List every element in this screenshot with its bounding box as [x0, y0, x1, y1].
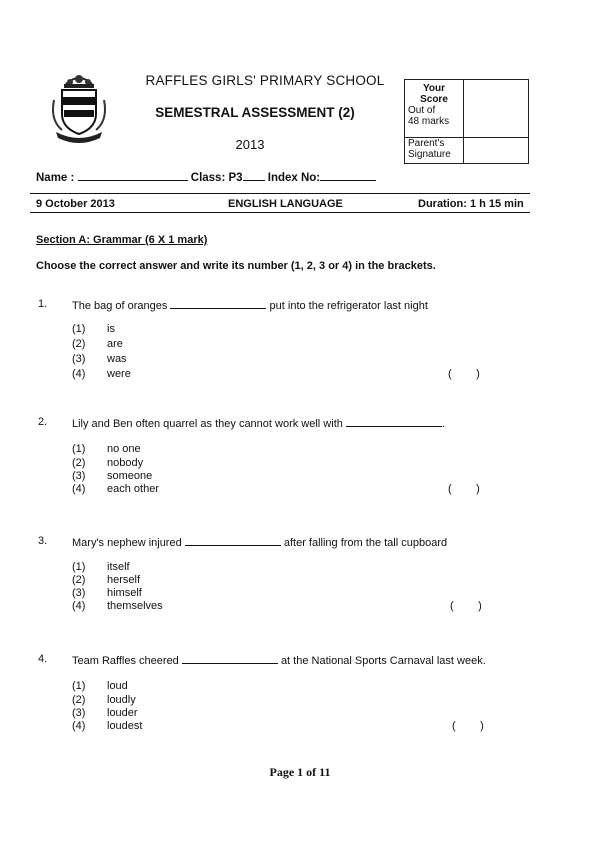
option-label: louder — [107, 707, 138, 719]
option-number: (3) — [72, 470, 86, 482]
option-label: loudest — [107, 720, 143, 732]
option-label: herself — [107, 574, 141, 586]
question-number: 1. — [38, 298, 48, 310]
option-label: was — [107, 353, 127, 365]
exam-date: 9 October 2013 — [36, 198, 115, 210]
answer-bracket[interactable]: ( ) — [452, 720, 484, 732]
option-number: (1) — [72, 680, 86, 692]
answer-blank — [182, 653, 278, 664]
score-marks-label: 48 marks — [408, 116, 450, 127]
option-number: (1) — [72, 323, 86, 335]
answer-bracket[interactable]: ( ) — [448, 483, 480, 495]
question-number: 2. — [38, 416, 48, 428]
question-text-post: . — [441, 418, 445, 430]
index-field[interactable] — [320, 170, 376, 181]
answer-blank — [346, 416, 442, 427]
option-number: (4) — [72, 368, 86, 380]
option-label: loud — [107, 680, 128, 692]
question-text — [72, 298, 428, 312]
option-number: (1) — [72, 561, 86, 573]
question-text-pre: Mary's nephew injured — [72, 537, 182, 549]
index-label: Index No: — [267, 172, 321, 184]
question-text — [72, 653, 486, 667]
school-name: RAFFLES GIRLS' PRIMARY SCHOOL — [145, 73, 385, 88]
option-number: (2) — [72, 694, 86, 706]
option-label: no one — [107, 443, 141, 455]
option-number: (3) — [72, 587, 86, 599]
option-number: (2) — [72, 338, 86, 350]
name-field[interactable] — [78, 170, 188, 181]
divider-top — [30, 193, 530, 194]
answer-blank — [170, 298, 266, 309]
school-crest-logo — [48, 70, 110, 146]
assessment-title: SEMESTRAL ASSESSMENT (2) — [155, 105, 355, 120]
exam-duration: Duration: 1 h 15 min — [418, 198, 524, 210]
option-number: (2) — [72, 574, 86, 586]
option-label: nobody — [107, 457, 144, 469]
answer-bracket[interactable]: ( ) — [448, 368, 480, 380]
question-text-pre: Team Raffles cheered — [72, 655, 179, 667]
question-number: 4. — [38, 653, 48, 665]
parent-signature-label: Parent's Signature — [405, 138, 464, 164]
parent-signature-cell[interactable] — [464, 138, 529, 164]
option-number: (4) — [72, 483, 86, 495]
score-box — [404, 79, 529, 164]
option-label: someone — [107, 470, 153, 482]
page-number: Page 1 of 11 — [269, 765, 331, 779]
section-title: Section A: Grammar (6 X 1 mark) — [36, 234, 208, 246]
answer-blank — [185, 535, 281, 546]
option-number: (3) — [72, 707, 86, 719]
option-number: (4) — [72, 720, 86, 732]
question-text — [72, 416, 445, 430]
option-number: (1) — [72, 443, 86, 455]
question-text-post: put into the refrigerator last night — [269, 300, 428, 312]
assessment-year: 2013 — [235, 137, 265, 152]
option-number: (4) — [72, 600, 86, 612]
option-number: (2) — [72, 457, 86, 469]
option-label: loudly — [107, 694, 136, 706]
name-label: Name : — [36, 172, 75, 184]
class-field[interactable] — [243, 170, 265, 181]
option-label: were — [107, 368, 131, 380]
question-text — [72, 535, 447, 549]
score-value-cell[interactable] — [464, 80, 529, 138]
option-label: are — [107, 338, 123, 350]
score-your-label: Your — [422, 83, 446, 94]
question-text-post: at the National Sports Carnaval last week. — [280, 655, 486, 667]
class-label: Class: P3 — [190, 172, 243, 184]
student-info-line — [36, 170, 376, 184]
option-label: itself — [107, 561, 130, 573]
question-text-post: after falling from the tall cupboard — [283, 537, 448, 549]
option-label: themselves — [107, 600, 163, 612]
answer-bracket[interactable]: ( ) — [450, 600, 482, 612]
score-score-label: Score — [420, 94, 448, 105]
question-text-pre: Lily and Ben often quarrel as they cannot work well with — [72, 418, 343, 430]
question-number: 3. — [38, 535, 48, 547]
option-number: (3) — [72, 353, 86, 365]
option-label: each other — [107, 483, 159, 495]
option-label: himself — [107, 587, 142, 599]
section-instruction: Choose the correct answer and write its number (1, 2, 3 or 4) in the brackets. — [36, 260, 436, 272]
exam-subject: ENGLISH LANGUAGE — [228, 198, 343, 210]
question-text-pre: The bag of oranges — [72, 300, 168, 312]
divider-bottom — [30, 212, 530, 213]
option-label: is — [107, 323, 115, 335]
score-label-cell — [405, 80, 464, 138]
score-outof-label: Out of — [408, 105, 436, 116]
